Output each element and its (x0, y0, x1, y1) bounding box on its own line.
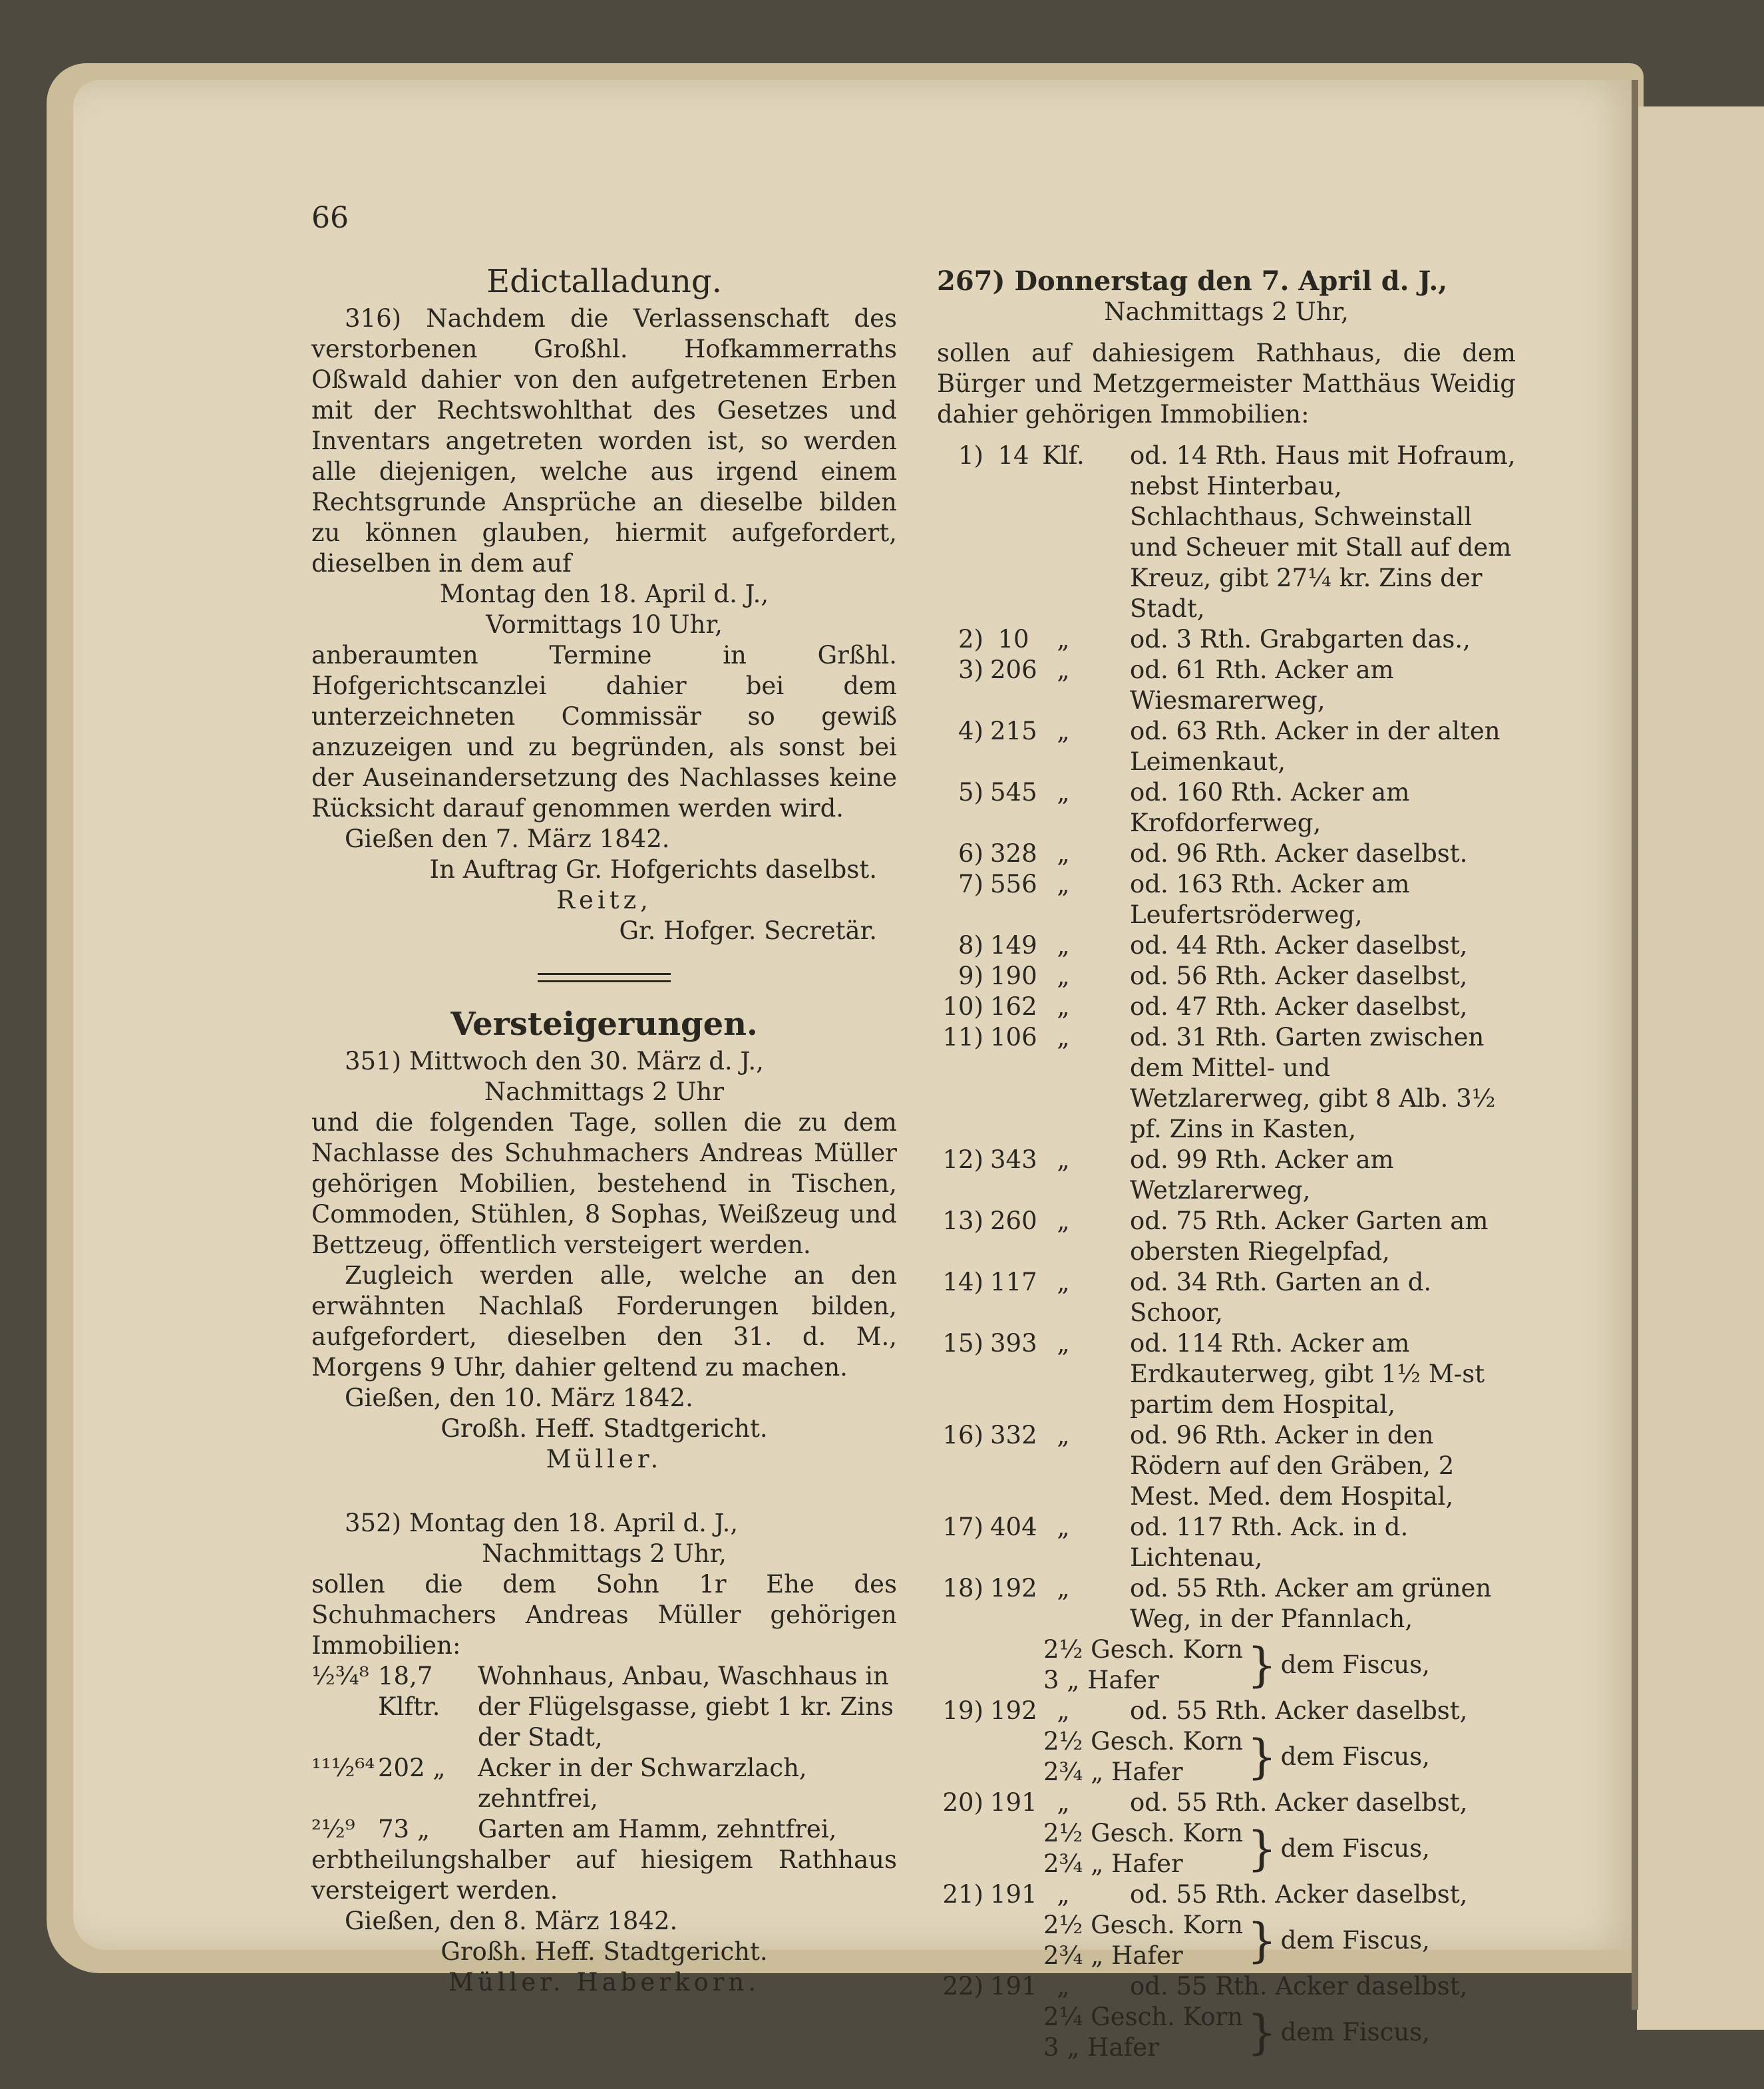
item-number: 9) (958, 962, 983, 990)
fiscus-levy (937, 2002, 1516, 2063)
levy-korn: 2½ Gesch. Korn (1043, 1819, 1244, 1847)
table-row (937, 839, 1516, 869)
item-parcel: ²½⁹ (311, 1815, 355, 1843)
item-description: od. 96 Rth. Acker daselbst. (1130, 839, 1468, 868)
notice-352-place-date: Gießen, den 8. März 1842. (345, 1907, 678, 1935)
item-description: od. 31 Rth. Garten zwischen dem Mittel- und Wetzlarerweg, gibt 8 Alb. 3½ pf. Zins in Kasten, (1130, 1023, 1496, 1143)
item-description: od. 63 Rth. Acker in der alten Leimenkaut, (1130, 717, 1500, 776)
notice-351-signature-1: Großh. Heff. Stadtgericht. (441, 1414, 768, 1443)
table-row (937, 655, 1516, 716)
item-number: 12) (942, 1145, 983, 1174)
item-unit: „ (1057, 1329, 1070, 1358)
notice-351-signature-2: Müller. (546, 1445, 663, 1473)
table-row (937, 1267, 1516, 1328)
table-row (937, 716, 1516, 777)
section-divider (538, 973, 671, 982)
item-unit: „ (1057, 962, 1070, 990)
item-unit: „ (1057, 1574, 1070, 1603)
item-description: Garten am Hamm, zehntfrei, (478, 1815, 837, 1843)
item-description: Acker in der Schwarzlach, zehntfrei, (478, 1754, 807, 1813)
notice-352-signature-1: Großh. Heff. Stadtgericht. (441, 1937, 768, 1966)
item-flur: 191 (990, 1788, 1037, 1817)
item-description: od. 117 Rth. Ack. in d. Lichtenau, (1130, 1513, 1409, 1572)
table-row (937, 1879, 1516, 1910)
brace-icon: } (1247, 1913, 1277, 1968)
item-description: od. 55 Rth. Acker daselbst, (1130, 1972, 1468, 2000)
item-flur: 556 (990, 870, 1037, 898)
item-description: Wohnhaus, Anbau, Waschhaus in der Flügelsgasse, giebt 1 kr. Zins der Stadt, (478, 1662, 894, 1752)
item-number: 16) (942, 1421, 983, 1449)
item-flur: 332 (990, 1421, 1037, 1449)
list-item (311, 1661, 897, 1753)
table-row (937, 1696, 1516, 1726)
brace-icon: } (1247, 1638, 1277, 1692)
item-unit: „ (1057, 839, 1070, 868)
notice-267-date-line-2: Nachmittags 2 Uhr, (1104, 297, 1349, 326)
book-binding (1632, 80, 1638, 2010)
table-row (937, 1206, 1516, 1267)
table-row (937, 1573, 1516, 1634)
item-flur: 192 (990, 1696, 1037, 1725)
item-number: 7) (958, 870, 983, 898)
table-row (937, 1328, 1516, 1420)
item-flur: 14 (997, 441, 1029, 470)
item-number: 5) (958, 778, 983, 807)
levy-recipient: dem Fiscus, (1280, 1834, 1430, 1863)
edictal-body-2: anberaumten Termine in Grßhl. Hofgerichtscanzlei dahier bei dem unterzeichneten Commissär so gewiß anzuzeigen und zu begründen, als sonst bei der Auseinandersetzung des Nachlasses keine Rücksicht darauf genommen werden wird. (311, 641, 897, 823)
notice-351 (311, 1046, 897, 1475)
edictal-signature-2: Reitz, (556, 886, 652, 914)
item-number: 20) (942, 1788, 983, 1817)
table-row (937, 1788, 1516, 1818)
levy-lines (1043, 1726, 1243, 1788)
item-description: od. 56 Rth. Acker daselbst, (1130, 962, 1468, 990)
notice-351-place-date: Gießen, den 10. März 1842. (345, 1384, 693, 1412)
item-number: 17) (942, 1513, 983, 1541)
item-number: 1) (958, 441, 983, 470)
item-parcel: ½¾⁸ (311, 1662, 369, 1690)
item-unit: „ (1057, 1421, 1070, 1449)
fiscus-levy (937, 1818, 1516, 1879)
item-description: od. 55 Rth. Acker daselbst, (1130, 1880, 1468, 1909)
edictal-notice (311, 263, 897, 946)
item-unit: „ (1057, 931, 1070, 960)
page-number: 66 (311, 201, 349, 235)
item-number: 21) (942, 1880, 983, 1909)
item-description: od. 55 Rth. Acker daselbst, (1130, 1788, 1468, 1817)
item-unit: „ (1057, 656, 1070, 684)
item-number: 4) (958, 717, 983, 745)
item-number: 13) (942, 1207, 983, 1235)
item-size: 73 „ (378, 1815, 431, 1843)
item-description: od. 3 Rth. Grabgarten das., (1130, 625, 1471, 654)
edictal-date-line-1: Montag den 18. April d. J., (439, 580, 769, 608)
item-description: od. 114 Rth. Acker am Erdkauterweg, gibt 1½ M-st partim dem Hospital, (1130, 1329, 1485, 1419)
item-parcel: ¹¹½⁶⁴ (311, 1754, 375, 1782)
item-description: od. 61 Rth. Acker am Wiesmarerweg, (1130, 656, 1394, 715)
item-number: 18) (942, 1574, 983, 1603)
notice-351-date-line-1: 351) Mittwoch den 30. März d. J., (345, 1047, 764, 1075)
item-description: od. 47 Rth. Acker daselbst, (1130, 992, 1468, 1021)
item-unit: „ (1057, 1696, 1070, 1725)
item-number: 6) (958, 839, 983, 868)
table-row (937, 1420, 1516, 1512)
item-number: 19) (942, 1696, 983, 1725)
item-unit: „ (1057, 778, 1070, 807)
table-row (937, 441, 1516, 624)
item-description: od. 160 Rth. Acker am Krofdorferweg, (1130, 778, 1410, 837)
table-row (937, 624, 1516, 655)
item-number: 2) (958, 625, 983, 654)
item-number: 10) (942, 992, 983, 1021)
item-flur: 393 (990, 1329, 1037, 1358)
edictal-body: 316) Nachdem die Verlassenschaft des verstorbenen Großhl. Hofkammerraths Oßwald dahier von den aufgetretenen Erben mit der Rechtswohlthat des Gesetzes und Inventars angetreten worden ist, so werden alle diejenigen, welche aus irgend einem Rechtsgrunde Ansprüche an dieselbe bilden zu können glauben, hiermit aufgefordert, dieselben in dem auf (311, 304, 897, 578)
table-row (937, 961, 1516, 992)
notice-352-date-line-2: Nachmittags 2 Uhr, (482, 1539, 727, 1568)
table-row (937, 869, 1516, 930)
item-flur: 206 (990, 656, 1037, 684)
item-flur: 106 (990, 1023, 1037, 1051)
list-item (311, 1753, 897, 1814)
item-number: 3) (958, 656, 983, 684)
facing-page-edge (1637, 106, 1764, 2030)
edictal-signature-3: Gr. Hofger. Secretär. (619, 916, 877, 945)
item-flur: 328 (990, 839, 1037, 868)
item-description: od. 96 Rth. Acker in den Rödern auf den Gräben, 2 Mest. Med. dem Hospital, (1130, 1421, 1455, 1511)
item-number: 11) (942, 1023, 983, 1051)
item-number: 14) (942, 1268, 983, 1296)
item-flur: 260 (990, 1207, 1037, 1235)
notice-351-date-line-2: Nachmittags 2 Uhr (484, 1077, 725, 1106)
right-column (937, 266, 1516, 2063)
item-flur: 191 (990, 1972, 1037, 2000)
item-flur: 545 (990, 778, 1037, 807)
item-size: 18,7 Klftr. (378, 1662, 441, 1721)
item-unit: „ (1057, 992, 1070, 1021)
levy-korn: 2¼ Gesch. Korn (1043, 2002, 1244, 2031)
levy-recipient: dem Fiscus, (1280, 1650, 1430, 1679)
table-row (937, 1512, 1516, 1573)
notice-351-body-2: Zugleich werden alle, welche an den erwähnten Nachlaß Forderungen bilden, aufgefordert, dieselben den 31. d. M., Morgens 9 Uhr, dahier geltend zu machen. (311, 1261, 897, 1382)
levy-lines (1043, 1818, 1243, 1879)
item-description: od. 14 Rth. Haus mit Hofraum, nebst Hinterbau, Schlachthaus, Schweinstall und Scheuer mit Stall auf dem Kreuz, gibt 27¼ kr. Zins der Stadt, (1130, 441, 1516, 623)
item-number: 22) (942, 1972, 983, 2000)
item-flur: 343 (990, 1145, 1037, 1174)
edictal-heading: Edictalladung. (486, 263, 722, 300)
brace-icon: } (1247, 1821, 1277, 1876)
list-item (311, 1814, 897, 1845)
notice-352-date-line-1: 352) Montag den 18. April d. J., (345, 1509, 739, 1537)
levy-hafer: 3 „ Hafer (1043, 1666, 1159, 1694)
fiscus-levy (937, 1910, 1516, 1971)
notice-352-signature-2: Müller. Haberkorn. (448, 1968, 760, 1996)
item-unit: „ (1057, 1145, 1070, 1174)
levy-recipient: dem Fiscus, (1280, 2018, 1430, 2046)
item-flur: 404 (990, 1513, 1037, 1541)
auctions-heading: Versteigerungen. (450, 1006, 758, 1043)
item-unit: „ (1057, 625, 1070, 654)
table-row (937, 930, 1516, 961)
table-row (937, 992, 1516, 1022)
item-number: 15) (942, 1329, 983, 1358)
auctions-section (311, 1006, 897, 1998)
fiscus-levy (937, 1726, 1516, 1788)
left-column (311, 263, 897, 1998)
notice-352 (311, 1508, 897, 1998)
item-description: od. 55 Rth. Acker daselbst, (1130, 1696, 1468, 1725)
levy-hafer: 3 „ Hafer (1043, 2033, 1159, 2062)
item-unit: „ (1057, 1513, 1070, 1541)
item-unit: „ (1057, 1023, 1070, 1051)
notice-267-date-line-1: 267) Donnerstag den 7. April d. J., (937, 266, 1448, 297)
levy-lines (1043, 2002, 1243, 2063)
item-description: od. 34 Rth. Garten an d. Schoor, (1130, 1268, 1432, 1327)
fiscus-levy (937, 1634, 1516, 1696)
levy-korn: 2½ Gesch. Korn (1043, 1911, 1244, 1939)
item-unit: „ (1057, 717, 1070, 745)
item-description: od. 55 Rth. Acker am grünen Weg, in der Pfannlach, (1130, 1574, 1492, 1633)
item-unit: „ (1057, 1268, 1070, 1296)
item-unit: „ (1057, 1880, 1070, 1909)
levy-recipient: dem Fiscus, (1280, 1926, 1430, 1955)
spacer (311, 1475, 897, 1508)
item-unit: „ (1057, 1207, 1070, 1235)
item-flur: 162 (990, 992, 1037, 1021)
item-description: od. 99 Rth. Acker am Wetzlarerweg, (1130, 1145, 1394, 1205)
item-description: od. 44 Rth. Acker daselbst, (1130, 931, 1468, 960)
levy-lines (1043, 1634, 1243, 1696)
table-row (937, 1022, 1516, 1145)
notice-267-body: sollen auf dahiesigem Rathhaus, die dem Bürger und Metzgermeister Matthäus Weidig dahier gehörigen Immobilien: (937, 339, 1516, 429)
item-unit: Klf. (1042, 441, 1085, 470)
edictal-place-date: Gießen den 7. März 1842. (345, 825, 670, 853)
item-number: 8) (958, 931, 983, 960)
notice-267-items (937, 441, 1516, 2063)
levy-korn: 2½ Gesch. Korn (1043, 1635, 1244, 1664)
edictal-signature-1: In Auftrag Gr. Hofgerichts daselbst. (429, 855, 877, 884)
item-flur: 149 (990, 931, 1037, 960)
notice-351-body: und die folgenden Tage, sollen die zu dem Nachlasse des Schuhmachers Andreas Müller gehörigen Mobilien, bestehend in Tischen, Commoden, Stühlen, 8 Sophas, Weißzeug und Bettzeug, öffentlich versteigert werden. (311, 1108, 897, 1259)
notice-352-items (311, 1661, 897, 1845)
item-unit: „ (1057, 870, 1070, 898)
item-flur: 191 (990, 1880, 1037, 1909)
levy-korn: 2½ Gesch. Korn (1043, 1727, 1244, 1756)
levy-hafer: 2¾ „ Hafer (1043, 1941, 1183, 1970)
item-flur: 190 (990, 962, 1037, 990)
edictal-date-line-2: Vormittags 10 Uhr, (486, 610, 723, 639)
table-row (937, 1971, 1516, 2002)
brace-icon: } (1247, 1730, 1277, 1784)
table-row (937, 777, 1516, 839)
levy-lines (1043, 1910, 1243, 1971)
levy-hafer: 2¾ „ Hafer (1043, 1758, 1183, 1786)
item-unit: „ (1057, 1788, 1070, 1817)
item-description: od. 75 Rth. Acker Garten am obersten Riegelpfad, (1130, 1207, 1489, 1266)
table-row (937, 1145, 1516, 1206)
item-flur: 117 (990, 1268, 1037, 1296)
item-unit: „ (1057, 1972, 1070, 2000)
notice-352-body: sollen die dem Sohn 1r Ehe des Schuhmachers Andreas Müller gehörigen Immobilien: (311, 1570, 897, 1660)
item-size: 202 „ (378, 1754, 446, 1782)
item-flur: 215 (990, 717, 1037, 745)
item-flur: 10 (997, 625, 1029, 654)
item-flur: 192 (990, 1574, 1037, 1603)
brace-icon: } (1247, 2005, 1277, 2060)
levy-recipient: dem Fiscus, (1280, 1742, 1430, 1771)
item-description: od. 163 Rth. Acker am Leufertsröderweg, (1130, 870, 1410, 929)
notice-352-body-2: erbtheilungshalber auf hiesigem Rathhaus versteigert werden. (311, 1845, 897, 1905)
levy-hafer: 2¾ „ Hafer (1043, 1849, 1183, 1878)
